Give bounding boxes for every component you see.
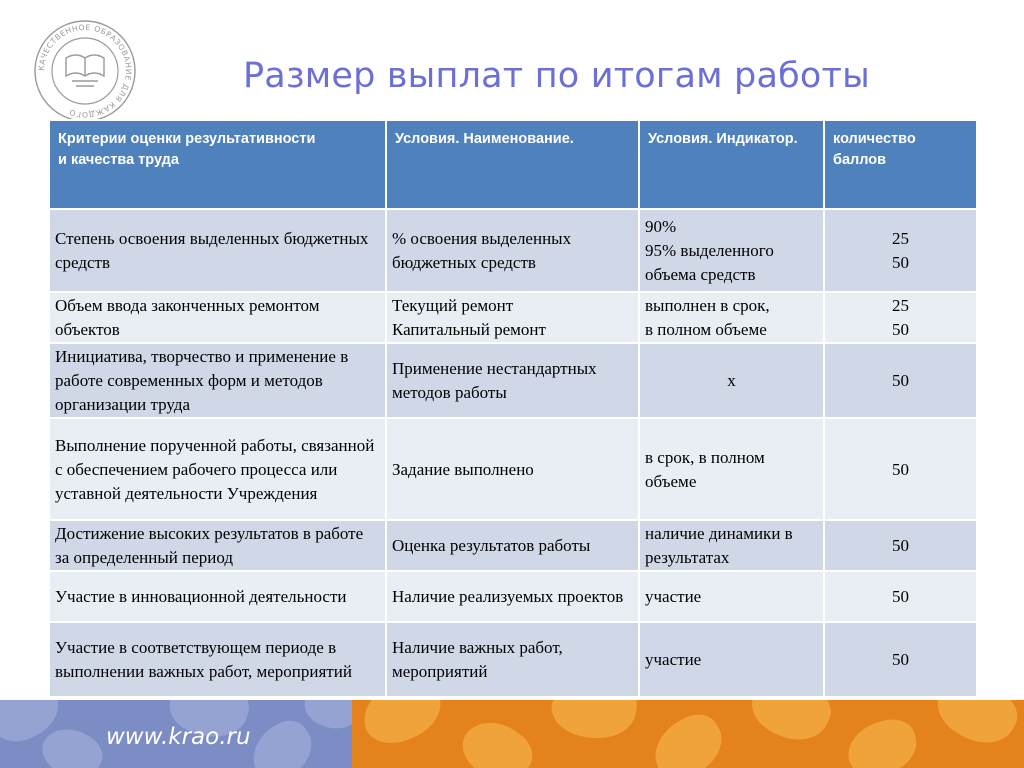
criterion-cell: Участие в соответствующем периоде в выполнении важных работ, мероприятий bbox=[49, 622, 386, 697]
table-row bbox=[49, 622, 977, 697]
indicator-cell: 90% 95% выделенного объема средств bbox=[639, 209, 824, 292]
condition-name-cell: Задание выполнено bbox=[386, 418, 639, 520]
page-title: Размер выплат по итогам работы bbox=[243, 56, 870, 96]
criterion-cell: Участие в инновационной деятельности bbox=[49, 571, 386, 622]
criterion-cell: Степень освоения выделенных бюджетных средств bbox=[49, 209, 386, 292]
condition-name-cell: Применение нестандартных методов работы bbox=[386, 343, 639, 418]
condition-name-cell: % освоения выделенных бюджетных средств bbox=[386, 209, 639, 292]
footer-banner bbox=[0, 700, 1024, 768]
points-cell: 25 50 bbox=[824, 209, 977, 292]
header-condition-name: Условия. Наименование. bbox=[386, 120, 639, 209]
criterion-cell: Выполнение порученной работы, связанной с обеспечением рабочего процесса или уставной деятельности Учреждения bbox=[49, 418, 386, 520]
table-row bbox=[49, 571, 977, 622]
indicator-cell: наличие динамики в результатах bbox=[639, 520, 824, 571]
header-criteria: Критерии оценки результативности и качества труда bbox=[49, 120, 386, 209]
criterion-cell: Объем ввода законченных ремонтом объектов bbox=[49, 292, 386, 343]
svg-text:КАЧЕСТВЕННОЕ ОБРАЗОВАНИЕ ДЛЯ К: КАЧЕСТВЕННОЕ ОБРАЗОВАНИЕ ДЛЯ КАЖДОГО bbox=[36, 22, 134, 120]
points-cell: 50 bbox=[824, 622, 977, 697]
table-row bbox=[49, 209, 977, 292]
condition-name-cell: Наличие важных работ, мероприятий bbox=[386, 622, 639, 697]
points-cell: 50 bbox=[824, 571, 977, 622]
indicator-cell: х bbox=[639, 343, 824, 418]
table-row bbox=[49, 418, 977, 520]
logo-seal bbox=[32, 18, 138, 124]
book-icon bbox=[66, 55, 104, 86]
table-header-row bbox=[49, 120, 977, 209]
criterion-cell: Инициатива, творчество и применение в работе современных форм и методов организации труда bbox=[49, 343, 386, 418]
indicator-cell: выполнен в срок, в полном объеме bbox=[639, 292, 824, 343]
indicator-cell: в срок, в полном объеме bbox=[639, 418, 824, 520]
footer-blue-panel bbox=[0, 700, 352, 768]
table-row bbox=[49, 520, 977, 571]
site-url[interactable]: www.krao.ru bbox=[106, 724, 251, 750]
payment-criteria-table bbox=[48, 119, 978, 698]
header-points: количество баллов bbox=[824, 120, 977, 209]
footer-orange-panel bbox=[352, 700, 1024, 768]
points-cell: 25 50 bbox=[824, 292, 977, 343]
condition-name-cell: Оценка результатов работы bbox=[386, 520, 639, 571]
points-cell: 50 bbox=[824, 418, 977, 520]
table-row bbox=[49, 343, 977, 418]
points-cell: 50 bbox=[824, 343, 977, 418]
condition-name-cell: Наличие реализуемых проектов bbox=[386, 571, 639, 622]
header-condition-indicator: Условия. Индикатор. bbox=[639, 120, 824, 209]
indicator-cell: участие bbox=[639, 622, 824, 697]
table-row bbox=[49, 292, 977, 343]
points-cell: 50 bbox=[824, 520, 977, 571]
criterion-cell: Достижение высоких результатов в работе за определенный период bbox=[49, 520, 386, 571]
condition-name-cell: Текущий ремонт Капитальный ремонт bbox=[386, 292, 639, 343]
indicator-cell: участие bbox=[639, 571, 824, 622]
